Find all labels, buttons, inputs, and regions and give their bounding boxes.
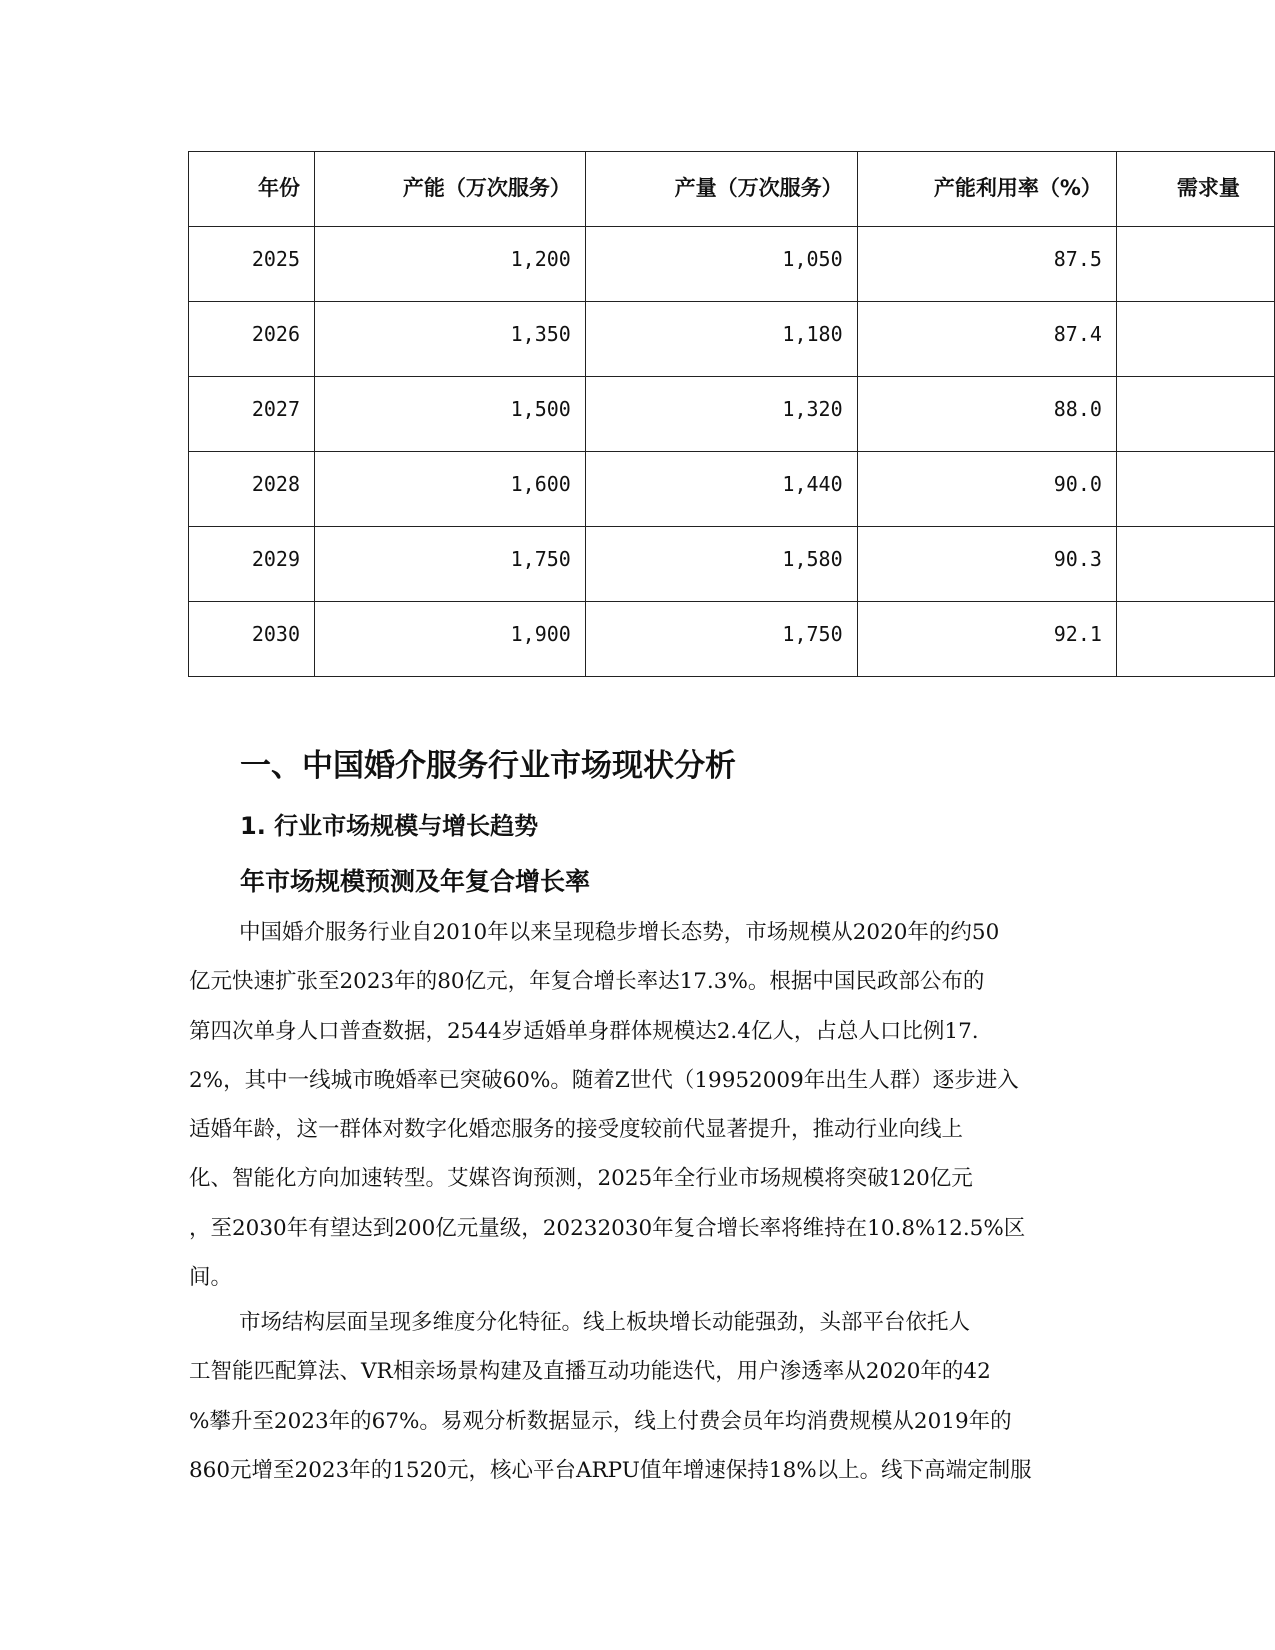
table-cell — [1116, 302, 1274, 377]
paragraph-line: 860元增至2023年的1520元，核心平台ARPU值年增速保持18%以上。线下高端定制服 — [189, 1457, 1032, 1483]
paragraph-line: 化、智能化方向加速转型。艾媒咨询预测，2025年全行业市场规模将突破120亿元 — [189, 1166, 973, 1192]
table-cell: 1,750 — [585, 602, 857, 677]
table-cell: 1,050 — [585, 227, 857, 302]
table-cell: 1,580 — [585, 527, 857, 602]
table-cell: 90.3 — [857, 527, 1116, 602]
table-cell: 1,200 — [315, 227, 586, 302]
paragraph-market-structure — [189, 1298, 1099, 1495]
table-cell: 2029 — [189, 527, 315, 602]
subsubsection-heading: 年市场规模预测及年复合增长率 — [240, 867, 591, 896]
table-cell: 88.0 — [857, 377, 1116, 452]
paragraph-line: %攀升至2023年的67%。易观分析数据显示，线上付费会员年均消费规模从2019年的 — [189, 1408, 1012, 1434]
table-cell: 1,440 — [585, 452, 857, 527]
table-cell: 1,180 — [585, 302, 857, 377]
table-row — [189, 377, 1275, 452]
table-row — [189, 602, 1275, 677]
table-cell — [1116, 377, 1274, 452]
paragraph-line: 中国婚介服务行业自2010年以来呈现稳步增长态势，市场规模从2020年的约50 — [239, 920, 1000, 945]
header-demand: 需求量 — [1116, 152, 1274, 227]
table-cell: 2027 — [189, 377, 315, 452]
paragraph-line: 亿元快速扩张至2023年的80亿元，年复合增长率达17.3%。根据中国民政部公布的 — [189, 969, 985, 995]
paragraph-line: 工智能匹配算法、VR相亲场景构建及直播互动功能迭代，用户渗透率从2020年的42 — [189, 1359, 991, 1385]
paragraph-line: 适婚年龄，这一群体对数字化婚恋服务的接受度较前代显著提升，推动行业向线上 — [189, 1117, 964, 1143]
paragraph-line: 第四次单身人口普查数据，2544岁适婚单身群体规模达2.4亿人，占总人口比例17. — [189, 1018, 979, 1044]
table-cell: 87.4 — [857, 302, 1116, 377]
table-row — [189, 227, 1275, 302]
paragraph-line: ，至2030年有望达到200亿元量级，20232030年复合增长率将维持在10.8%12.5%区 — [189, 1215, 1026, 1241]
table-cell: 1,350 — [315, 302, 586, 377]
capacity-table — [188, 151, 1275, 677]
table-row — [189, 527, 1275, 602]
table-cell — [1116, 452, 1274, 527]
table-cell: 1,900 — [315, 602, 586, 677]
table-cell: 90.0 — [857, 452, 1116, 527]
table-cell: 1,500 — [315, 377, 586, 452]
section-heading: 一、中国婚介服务行业市场现状分析 — [240, 748, 736, 784]
table-cell: 2028 — [189, 452, 315, 527]
subsection-heading: 1. 行业市场规模与增长趋势 — [240, 812, 539, 840]
table-cell: 2026 — [189, 302, 315, 377]
table-cell: 92.1 — [857, 602, 1116, 677]
header-utilization: 产能利用率（%） — [857, 152, 1116, 227]
paragraph-line: 间。 — [189, 1265, 233, 1291]
table-cell: 1,320 — [585, 377, 857, 452]
table-header-row — [189, 152, 1275, 227]
table-cell: 1,600 — [315, 452, 586, 527]
table-cell: 2030 — [189, 602, 315, 677]
table-cell — [1116, 527, 1274, 602]
table-row — [189, 302, 1275, 377]
table-cell: 1,750 — [315, 527, 586, 602]
table-cell — [1116, 227, 1274, 302]
header-year: 年份 — [189, 152, 315, 227]
table-cell: 87.5 — [857, 227, 1116, 302]
table-cell — [1116, 602, 1274, 677]
table-row — [189, 452, 1275, 527]
header-output: 产量（万次服务） — [585, 152, 857, 227]
paragraph-line: 市场结构层面呈现多维度分化特征。线上板块增长动能强劲，头部平台依托人 — [239, 1310, 971, 1335]
table-cell: 2025 — [189, 227, 315, 302]
header-capacity: 产能（万次服务） — [315, 152, 586, 227]
paragraph-line: 2%，其中一线城市晚婚率已突破60%。随着Z世代（19952009年出生人群）逐步进入 — [189, 1067, 1019, 1093]
paragraph-market-size — [189, 908, 1099, 1302]
